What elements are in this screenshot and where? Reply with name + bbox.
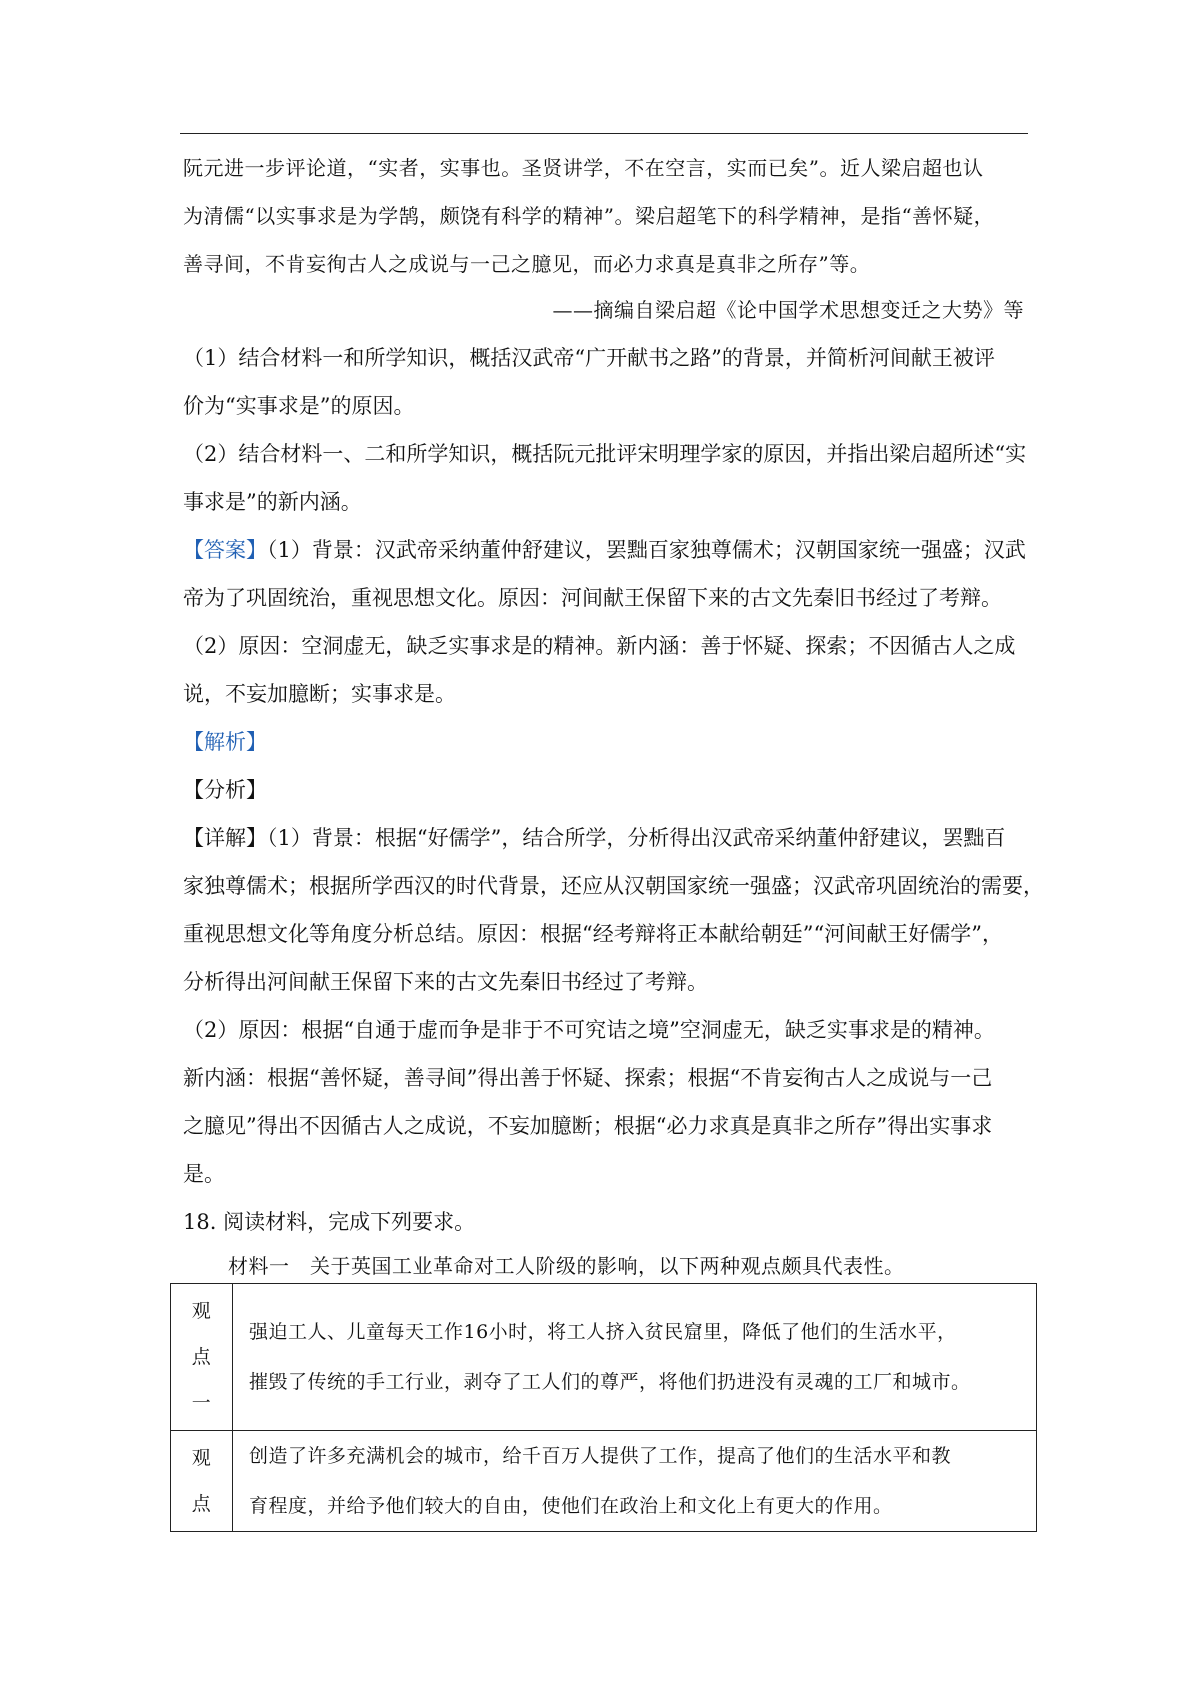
detail-line: （2）原因：根据“自通于虚而争是非于不可究诘之境”空洞虚无，缺乏实事求是的精神。 [183, 1018, 995, 1042]
answer-line: 说，不妄加臆断；实事求是。 [183, 682, 456, 706]
fenxi-tag: 【分析】 [183, 778, 267, 802]
passage-continuation [183, 144, 1043, 288]
passage-line: 阮元进一步评论道，“实者，实事也。圣贤讲学，不在空言，实而已矣”。近人梁启超也认 [183, 156, 984, 180]
answer-section [183, 526, 1043, 718]
questions [183, 334, 1043, 526]
detail-line: 家独尊儒术；根据所学西汉的时代背景，还应从汉朝国家统一强盛；汉武帝巩固统治的需要， [183, 874, 1044, 898]
question-18-prompt: 18. 阅读材料，完成下列要求。 [183, 1210, 476, 1234]
analysis-tag: 【解析】 [183, 730, 267, 754]
header-rule [180, 133, 1028, 134]
viewpoints-table [170, 1283, 1037, 1532]
table-row [171, 1431, 1037, 1532]
view-label: 观 点 [171, 1431, 233, 1532]
view-content: 创造了许多充满机会的城市，给千百万人提供了工作，提高了他们的生活水平和教 育程度，并给予他们较大的自由，使他们在政治上和文化上有更大的作用。 [233, 1431, 1037, 1532]
analysis-tag-block [183, 718, 1043, 814]
detail-line: 分析得出河间献王保留下来的古文先秦旧书经过了考辩。 [183, 970, 708, 994]
detail-line: 之臆见”得出不因循古人之成说，不妄加臆断；根据“必力求真是真非之所存”得出实事求 [183, 1114, 993, 1138]
view-content: 强迫工人、儿童每天工作16小时，将工人挤入贫民窟里，降低了他们的生活水平， 摧毁了传统的手工行业，剥夺了工人们的尊严，将他们扔进没有灵魂的工厂和城市。 [233, 1284, 1037, 1431]
detail-line: 重视思想文化等角度分析总结。原因：根据“经考辩将正本献给朝廷”“河间献王好儒学”， [183, 922, 1003, 946]
passage-line: 为清儒“以实事求是为学鹄，颇饶有科学的精神”。梁启超笔下的科学精神，是指“善怀疑， [183, 204, 995, 228]
detail-line: 是。 [183, 1162, 225, 1186]
table-row [171, 1284, 1037, 1431]
answer-line: 帝为了巩固统治，重视思想文化。原因：河间献王保留下来的古文先秦旧书经过了考辩。 [183, 586, 1002, 610]
detail-section [183, 814, 1043, 1198]
material-intro: 材料一 关于英国工业革命对工人阶级的影响，以下两种观点颇具代表性。 [228, 1254, 905, 1278]
passage-line: 善寻间，不肯妄徇古人之成说与一己之臆见，而必力求真是真非之所存”等。 [183, 252, 871, 276]
question-line: （2）结合材料一、二和所学知识，概括阮元批评宋明理学家的原因，并指出梁启超所述“实 [183, 442, 1027, 466]
question-line: 价为“实事求是”的原因。 [183, 394, 415, 418]
view-label: 观 点 一 [171, 1284, 233, 1431]
answer-line: 【答案】（1）背景：汉武帝采纳董仲舒建议，罢黜百家独尊儒术；汉朝国家统一强盛；汉武 [183, 538, 1026, 562]
answer-line: （2）原因：空洞虚无，缺乏实事求是的精神。新内涵：善于怀疑、探索；不因循古人之成 [183, 634, 1016, 658]
answer-tag: 【答案】 [183, 538, 267, 562]
source-citation: ——摘编自梁启超《论中国学术思想变迁之大势》等 [552, 298, 1024, 322]
detail-line: 【详解】（1）背景：根据“好儒学”，结合所学，分析得出汉武帝采纳董仲舒建议，罢黜百 [183, 826, 1006, 850]
detail-line: 新内涵：根据“善怀疑，善寻间”得出善于怀疑、探索；根据“不肯妄徇古人之成说与一己 [183, 1066, 993, 1090]
question-line: 事求是”的新内涵。 [183, 490, 362, 514]
question-line: （1）结合材料一和所学知识，概括汉武帝“广开献书之路”的背景，并简析河间献王被评 [183, 346, 995, 370]
detail-tag: 【详解】 [183, 826, 267, 850]
